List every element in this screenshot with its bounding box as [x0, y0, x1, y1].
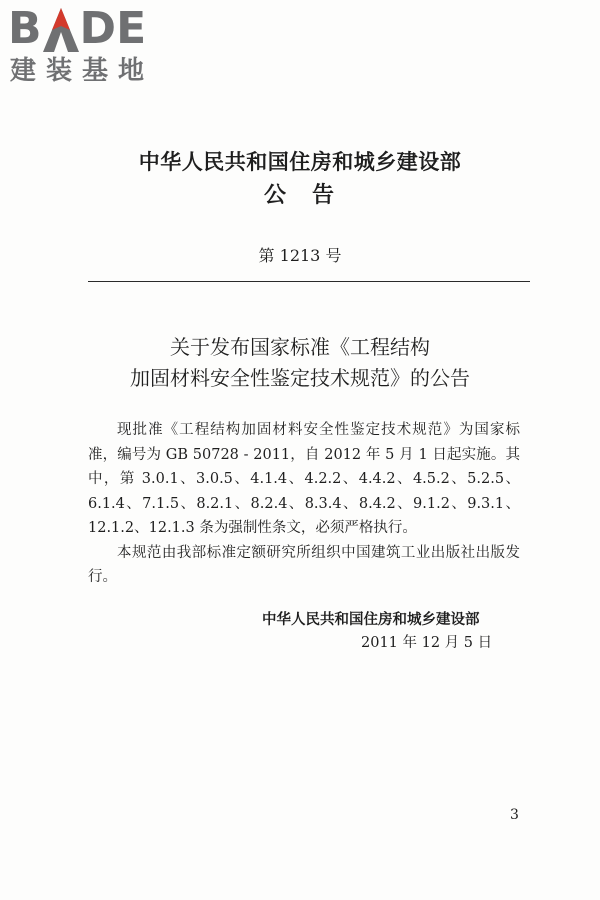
header-divider [88, 281, 530, 282]
signature-organization: 中华人民共和国住房和城乡建设部 [262, 612, 480, 628]
logo-chinese-text: 建装基地 [10, 56, 155, 86]
bade-logo [8, 3, 178, 88]
logo-letter-b: B [8, 3, 42, 54]
body-paragraph-2: 本规范由我部标准定额研究所组织中国建筑工业出版社出版发行。 [88, 544, 520, 585]
logo-wordmark [8, 3, 147, 54]
logo-letters-de: DE [79, 3, 147, 54]
ministry-heading: 中华人民共和国住房和城乡建设部 [138, 150, 462, 174]
notice-heading: 公 告 [263, 183, 336, 208]
logo-a-mark [43, 8, 79, 52]
page-number: 3 [510, 807, 519, 823]
notice-title-line-1: 关于发布国家标准《工程结构 [170, 335, 430, 359]
signature-date: 2011 年 12 月 5 日 [361, 635, 493, 651]
notice-title-line-2: 加固材料安全性鉴定技术规范》的公告 [130, 366, 470, 390]
logo-letter-a [43, 8, 79, 52]
notice-body [88, 418, 520, 590]
notice-number: 第 1213 号 [258, 246, 342, 265]
body-paragraph-1: 现批准《工程结构加固材料安全性鉴定技术规范》为国家标准，编号为 GB 50728 - 2011，自 2012 年 5 月 1 日起实施。其中，第 3.0.1、3.0.5、4.1.4、4.2.2、4.4.2、4.5.2、5.2.5、6.1.4、7.1.5、8.2.1、8.2.4、8.3.4、8.4.2、9.1.2、9.3.1、12.1.2、12.1.3 条为强制性条文，必须严格执行。 [88, 422, 520, 536]
